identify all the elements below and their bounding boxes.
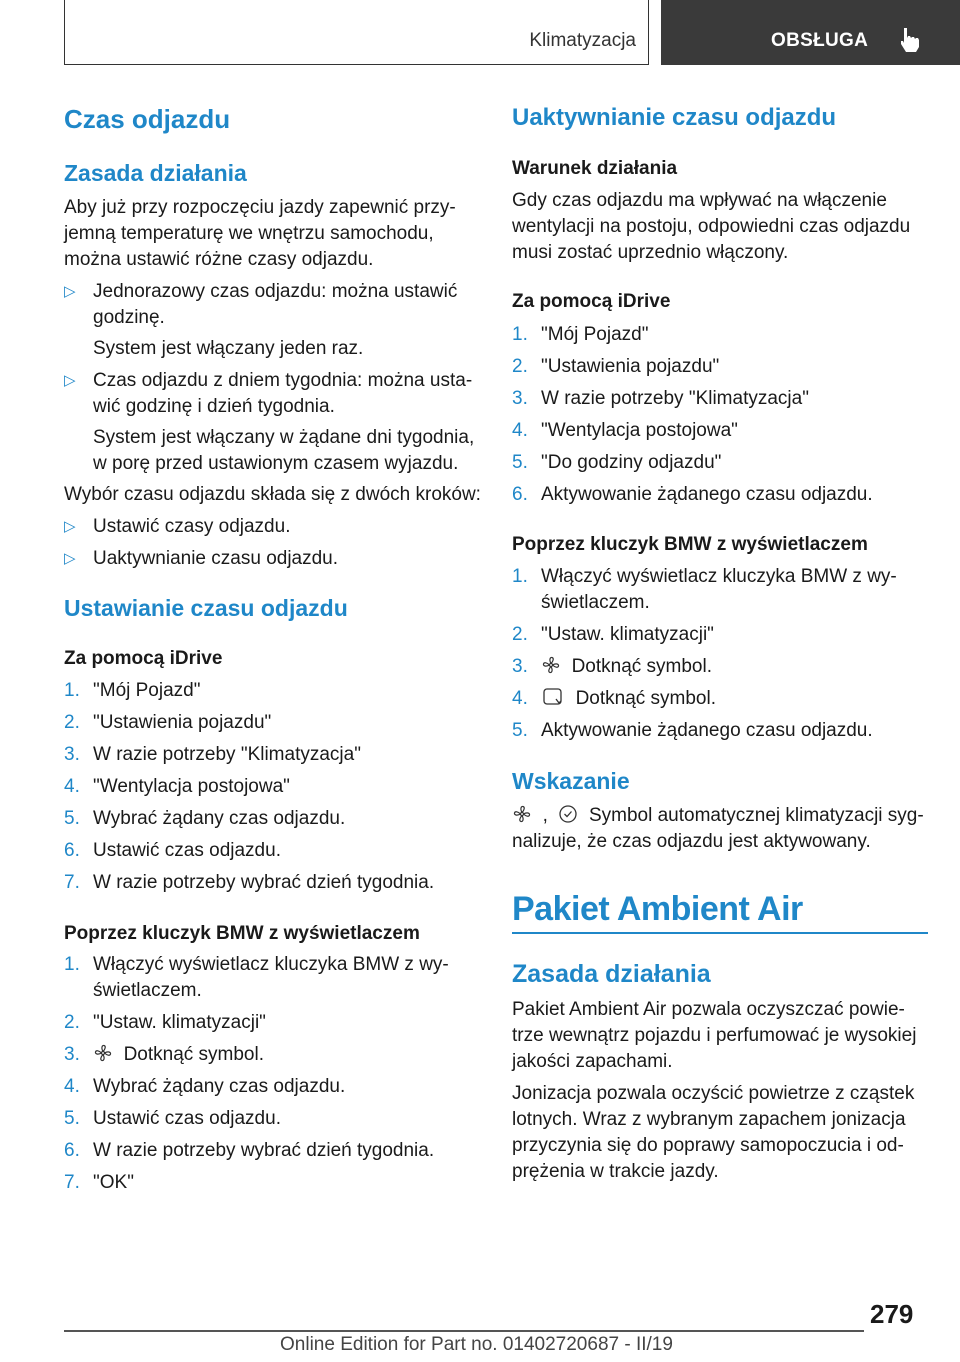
bullet-marker: ▷ [64,283,76,300]
bullet-note-line: w porę przed ustawionym czasem wyjazdu. [93,453,459,474]
heading-setting: Ustawianie czasu odjazdu [64,595,348,621]
header-section-box [64,0,649,65]
header-tab [661,0,960,65]
bullet-marker: ▷ [64,372,76,389]
indication-line-2: nalizuje, że czas odjazdu jest aktywowany. [512,831,871,852]
clock-icon [558,804,578,824]
bullet-marker: ▷ [64,518,76,535]
ambient-p1-line: jakości zapachami. [512,1051,673,1072]
bullet-text-line: Jednorazowy czas odjazdu: można ustawić [93,281,458,302]
section-title-activate: Uaktywnianie czasu odjazdu [512,104,837,131]
fan-icon [541,655,561,675]
heading-principle: Zasada działania [64,160,247,186]
page-number: 279 [870,1299,914,1329]
header-tab-label: OBSŁUGA [771,30,869,51]
steps-intro: Wybór czasu odjazdu składa się z dwóch kroków: [64,484,481,505]
fan-icon [93,1043,113,1063]
principle-line-3: można ustawić różne czasy odjazdu. [64,249,374,270]
bullet-text: Ustawić czasy odjazdu. [93,516,291,537]
footer-edition: Online Edition for Part no. 01402720687 - II/19 [280,1334,673,1355]
condition-line-1: Gdy czas odjazdu ma wpływać na włączenie [512,190,887,211]
condition-line-2: wentylacji na postoju, odpowiedni czas odjazdu [512,216,911,237]
header-section-title: Klimatyzacja [529,30,636,51]
section-title-departure-time: Czas odjazdu [64,104,231,134]
bullet-text-line: godzinę. [93,307,165,328]
ambient-p2-line: przyczynia się do poprawy samopoczucia i od- [512,1135,904,1156]
subheading-condition: Warunek działania [512,158,678,179]
bullet-note-line: System jest włączany w żądane dni tygodnia, [93,427,475,448]
condition-line-3: musi zostać uprzednio włączony. [512,242,789,263]
hand-pointer-icon [895,24,925,54]
indication-line-1: , Symbol automatycznej klimatyzacji syg- [512,803,924,829]
principle-line-2: jemną temperaturę we wnętrzu samochodu, [64,223,434,244]
ambient-p2-line: lotnych. Wraz z wybranym zapachem jonizacja [512,1109,906,1130]
subheading-idrive: Za pomocą iDrive [64,648,223,669]
bullet-text: Uaktywnianie czasu odjazdu. [93,548,339,569]
bullet-marker: ▷ [64,550,76,567]
ambient-p2-line: Jonizacja pozwala oczyścić powietrze z cząstek [512,1083,915,1104]
bullet-text-line: Czas odjazdu z dniem tygodnia: można usta- [93,370,473,391]
principle-line-1: Aby już przy rozpoczęciu jazdy zapewnić przy- [64,197,456,218]
bullet-text-line: wić godzinę i dzień tygodnia. [93,396,335,417]
ambient-p1-line: Pakiet Ambient Air pozwala oczyszczać powie- [512,999,905,1020]
footer-rule [64,1330,864,1332]
heading-ambient-principle: Zasada działania [512,960,711,988]
section-title-ambient-air: Pakiet Ambient Air [512,890,803,928]
bullet-note: System jest włączany jeden raz. [93,338,364,359]
timer-icon [541,687,565,707]
subheading-idrive: Za pomocą iDrive [512,291,671,312]
subheading-bmw-key: Poprzez kluczyk BMW z wyświetlaczem [512,534,868,555]
list-item [64,368,484,420]
ambient-p2-line: prężenia w trakcie jazdy. [512,1161,719,1182]
subheading-bmw-key: Poprzez kluczyk BMW z wyświetlaczem [64,923,420,944]
title-underline [512,932,928,934]
ambient-p1-line: trze wewnątrz pojazdu i perfumować je wysokiej [512,1025,917,1046]
heading-indication: Wskazanie [512,768,630,794]
list-item [64,279,484,331]
fan-icon [512,804,532,824]
